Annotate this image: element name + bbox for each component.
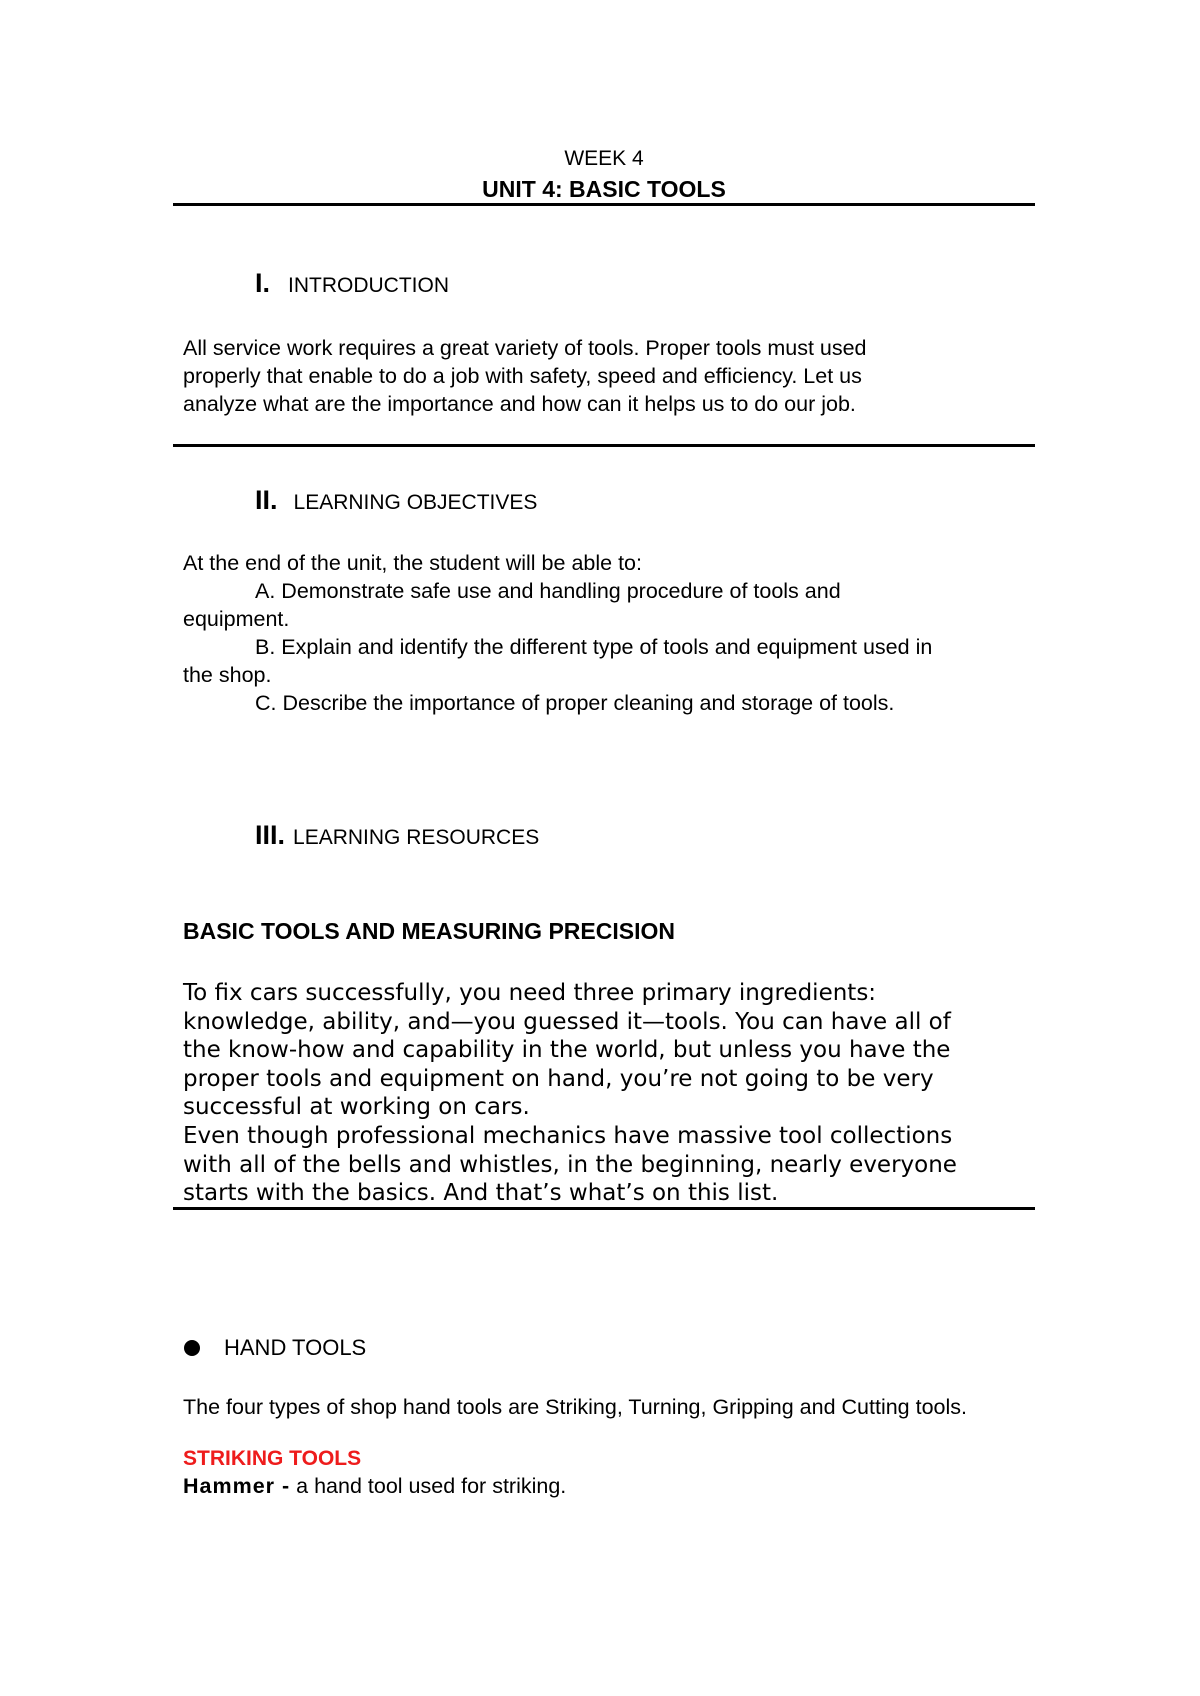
section-numeral: III. (255, 820, 286, 850)
introduction-paragraph (183, 334, 1033, 418)
hand-tools-title: HAND TOOLS (224, 1335, 367, 1360)
paragraph-line: analyze what are the importance and how can it helps us to do our job. (183, 392, 856, 416)
basic-tools-heading: BASIC TOOLS AND MEASURING PRECISION (183, 918, 675, 944)
striking-tools-heading: STRIKING TOOLS (183, 1447, 362, 1470)
objectives-list (183, 549, 1033, 717)
section-title: LEARNING RESOURCES (293, 826, 540, 849)
section-title: INTRODUCTION (288, 274, 450, 297)
section-title: LEARNING OBJECTIVES (293, 491, 538, 514)
section-numeral: II. (255, 485, 278, 515)
section-heading-objectives (255, 485, 537, 516)
paragraph-line: Even though professional mechanics have massive tool collections (183, 1122, 953, 1149)
section-heading-introduction (255, 268, 449, 299)
objective-item-a-continued: equipment. (183, 607, 290, 631)
week-label: WEEK 4 (564, 147, 644, 170)
paragraph-line: starts with the basics. And that’s what’s on this list. (183, 1180, 779, 1207)
hand-tools-text: The four types of shop hand tools are Striking, Turning, Gripping and Cutting tools. (183, 1395, 968, 1419)
section-heading-resources (255, 820, 539, 851)
divider (173, 1207, 1035, 1210)
hammer-term: Hammer - (183, 1474, 291, 1498)
hammer-description: a hand tool used for striking. (290, 1474, 567, 1498)
objective-item-a: A. Demonstrate safe use and handling procedure of tools and (255, 579, 841, 603)
paragraph-line: with all of the bells and whistles, in the beginning, nearly everyone (183, 1151, 957, 1178)
objectives-intro: At the end of the unit, the student will be able to: (183, 551, 642, 575)
paragraph-line: proper tools and equipment on hand, you’re not going to be very (183, 1065, 934, 1092)
hammer-definition (183, 1472, 566, 1500)
objective-item-b-continued: the shop. (183, 663, 272, 687)
paragraph-line: To fix cars successfully, you need three primary ingredients: (183, 980, 877, 1006)
bullet-icon (184, 1340, 200, 1356)
objective-item-b: B. Explain and identify the different type of tools and equipment used in (255, 635, 933, 659)
basic-tools-paragraph (183, 979, 1043, 1208)
paragraph-line: knowledge, ability, and—you guessed it—tools. You can have all of (183, 1008, 951, 1035)
divider (173, 203, 1035, 206)
section-numeral: I. (255, 268, 271, 298)
unit-title: UNIT 4: BASIC TOOLS (482, 176, 726, 202)
objective-item-c: C. Describe the importance of proper cleaning and storage of tools. (255, 691, 895, 715)
paragraph-line: properly that enable to do a job with safety, speed and efficiency. Let us (183, 364, 862, 388)
paragraph-line: the know-how and capability in the world, but unless you have the (183, 1037, 951, 1064)
paragraph-line: All service work requires a great variety of tools. Proper tools must used (183, 336, 867, 360)
paragraph-line: successful at working on cars. (183, 1094, 530, 1121)
divider (173, 444, 1035, 447)
